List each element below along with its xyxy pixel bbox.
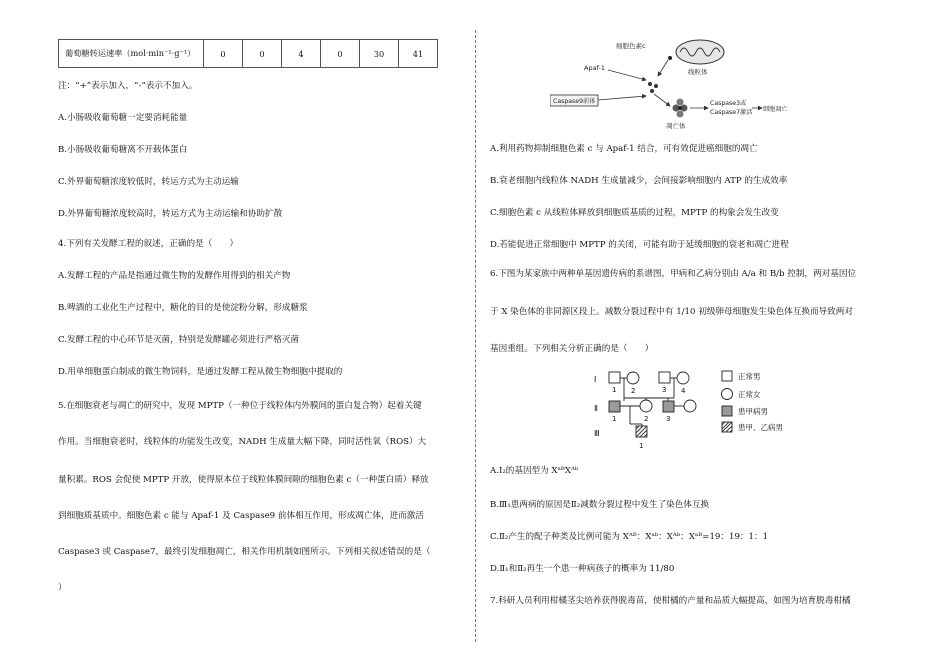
option-line: D.外界葡萄糖浓度较高时，转运方式为主动运输和协助扩散 (58, 209, 283, 219)
question-stem: ） (58, 583, 67, 593)
table-cell: 0 (321, 40, 360, 68)
option-line: C.发酵工程的中心环节是灭菌，特别是发酵罐必须进行严格灭菌 (58, 335, 300, 345)
right-column (490, 0, 895, 672)
pedigree-normal-male (659, 372, 670, 383)
option-line: D.Ⅱ₁和Ⅱ₂再生一个患一种病孩子的概率为 11/80 (490, 564, 675, 574)
question-stem: 基因重组。下列相关分析正确的是（ ） (490, 344, 654, 354)
pedigree-double-affected-male (636, 426, 647, 437)
option-line: A.Ⅰ₂的基因型为 XᵃᴮXᴬᵇ (490, 466, 579, 476)
complex-dots-icon (648, 82, 658, 93)
legend-label: 患甲病男 (738, 407, 768, 416)
apaf1-arrow (608, 70, 646, 80)
legend-affected-male-icon (722, 406, 732, 416)
caspase37-label-b: Caspase7激活 (710, 109, 753, 116)
pedigree-number: 1 (612, 415, 617, 423)
pedigree-normal-female (677, 372, 689, 384)
question-stem: 7.科研人员利用柑橘茎尖培养获得脱毒苗，使柑橘的产量和品质大幅提高，如图为培育脱毒柑橘 (490, 596, 851, 606)
option-line: D.用单细胞蛋白制成的微生物饲料，是通过发酵工程从微生物细胞中提取的 (58, 367, 343, 377)
option-line: B.啤酒的工业化生产过程中，糖化的目的是使淀粉分解，形成糖浆 (58, 303, 308, 313)
legend-label: 患甲、乙病男 (738, 423, 783, 432)
option-line: D.若能促进正常细胞中 MPTP 的关闭，可能有助于延缓细胞的衰老和凋亡进程 (490, 240, 789, 250)
option-line: A.发酵工程的产品是指通过微生物的发酵作用得到的相关产物 (58, 271, 291, 281)
question-stem: 作用。当细胞衰老时，线粒体的功能发生改变，NADH 生成量大幅下降，同时活性氧（ROS）大 (58, 437, 427, 447)
column-divider (475, 30, 476, 642)
apoptosis-diagram (550, 36, 790, 132)
pedigree-number: 1 (639, 442, 644, 450)
mitochondrion-label: 线粒体 (688, 68, 708, 76)
option-line: C.细胞色素 c 从线粒体释放到细胞质基质的过程，MPTP 的构象会发生改变 (490, 208, 779, 218)
pedigree-normal-male (609, 372, 620, 383)
option-line: A.利用药物抑制细胞色素 c 与 Apaf-1 结合，可有效促进癌细胞的凋亡 (490, 144, 758, 154)
table-row-label: 葡萄糖转运速率（mol·min⁻¹·g⁻¹） (59, 40, 204, 68)
apoptosome-label: 凋亡体 (666, 122, 686, 130)
question-stem: 到细胞质基质中。细胞色素 c 能与 Apaf-1 及 Caspase9 前体相互作用，形成凋亡体，进而激活 (58, 511, 424, 521)
assembly-arrow (654, 94, 670, 106)
question-stem: Caspase3 或 Caspase7，最终引发细胞凋亡，相关作用机制如图所示。下列相关叙述错误的是（ (58, 547, 431, 557)
pedigree-normal-female (640, 400, 652, 412)
cytochrome-c-label: 细胞色素c (616, 42, 646, 50)
pedigree-normal-female (627, 372, 639, 384)
apoptosome-icon (673, 99, 688, 118)
generation-label: Ⅰ (594, 375, 597, 384)
pedigree-number: 2 (644, 415, 649, 423)
option-line: A.小肠吸收葡萄糖一定要消耗能量 (58, 113, 188, 123)
table-note: 注：“+”表示加入，“-”表示不加入。 (58, 81, 198, 91)
question-stem: 量积累。ROS 会促使 MPTP 开放，使得原本位于线粒体膜间隙的细胞色素 c（一种蛋白质）释放 (58, 475, 429, 485)
option-line: C.外界葡萄糖浓度较低时，转运方式为主动运输 (58, 177, 239, 187)
table-row (59, 40, 438, 68)
legend-label: 正常男 (738, 372, 761, 381)
pedigree-number: 1 (612, 386, 617, 394)
table-cell: 0 (243, 40, 282, 68)
pedigree-number: 3 (662, 386, 667, 394)
mitochondrion-icon (676, 40, 724, 64)
option-line: B.Ⅲ₁患两病的原因是Ⅱ₂减数分裂过程中发生了染色体互换 (490, 500, 710, 510)
question-stem: 6.下图为某家族中两种单基因遗传病的系谱图，甲病和乙病分别由 A/a 和 B/b 控制，两对基因位 (490, 269, 857, 279)
caspase9-label: Caspase9前体 (553, 98, 596, 105)
table-cell: 0 (204, 40, 243, 68)
legend-normal-male-icon (722, 371, 732, 381)
pedigree-number: 3 (666, 415, 671, 423)
legend-normal-female-icon (722, 389, 733, 400)
glucose-rate-table (58, 39, 438, 68)
caspase37-label-a: Caspase3或 (710, 100, 747, 107)
cell-death-label: 细胞凋亡 (763, 106, 788, 113)
pedigree-number: 4 (681, 387, 686, 395)
release-arrow (658, 60, 668, 76)
option-line: C.Ⅱ₂产生的配子种类及比例可能为 Xᴬᴮ：Xᵃᵇ：Xᴬᵇ：Xᵃᴮ=19：19：1：1 (490, 532, 769, 542)
table-cell: 30 (360, 40, 399, 68)
generation-label: Ⅲ (594, 429, 600, 438)
table-cell: 4 (282, 40, 321, 68)
option-line: B.衰老细胞内线粒体 NADH 生成量减少，会间接影响细胞内 ATP 的生成效率 (490, 176, 788, 186)
question-stem: 于 X 染色体的非同源区段上。减数分裂过程中有 1/10 初级卵母细胞发生染色体互换而导致两对 (490, 307, 853, 317)
pedigree-affected-male (609, 401, 620, 412)
pedigree-normal-female (684, 400, 696, 412)
question-stem: 4.下列有关发酵工程的叙述，正确的是（ ） (58, 239, 239, 249)
legend-label: 正常女 (738, 390, 761, 399)
table-cell: 41 (399, 40, 438, 68)
left-column (58, 0, 460, 672)
pedigree-number: 2 (631, 387, 636, 395)
cytochrome-c-dot (668, 56, 672, 60)
apaf1-label: Apaf-1 (584, 64, 605, 72)
caspase9-arrow (598, 96, 646, 100)
generation-label: Ⅱ (594, 404, 598, 413)
legend-double-affected-male-icon (722, 422, 732, 432)
pedigree-affected-male (663, 401, 674, 412)
question-stem: 5.在细胞衰老与凋亡的研究中，发现 MPTP（一种位于线粒体内外膜间的蛋白复合物）起着关键 (58, 401, 422, 411)
pedigree-chart (590, 366, 800, 452)
option-line: B.小肠吸收葡萄糖离不开载体蛋白 (58, 145, 188, 155)
